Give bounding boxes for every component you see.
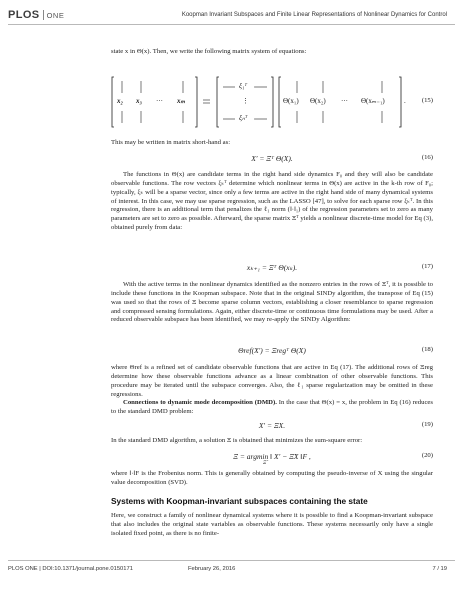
equation-19 [111,421,433,433]
equation-19-expr: X′ = ΞX. [258,421,286,430]
eq15-xm: xₘ [177,97,185,105]
equation-20-subscript: Ξ̃ [263,461,267,466]
eq15-dots: ··· [156,97,163,105]
eq15-xi1: ξ₁ᵀ [239,82,248,90]
equation-16-number: (16) [421,154,433,161]
footer-page-number: 7 / 19 [432,566,447,572]
running-title: Koopman Invariant Subspaces and Finite Linear Representations of Nonlinear Dynamics for Control [181,12,447,18]
footer-divider [8,560,455,561]
eq15-x2: x₂ [117,97,123,105]
equation-20-number: (20) [421,452,433,459]
section-title: Systems with Koopman-invariant subspaces containing the state [111,496,368,506]
header-divider [8,24,455,25]
paragraph-construction: Here, we construct a family of nonlinear dynamical systems where it is possible to find a Koopman-invariant subspace that also includes the original state variables as observable functions. These systems necessarily only have a single isolated fixed point, as there is no finite- [111,512,433,537]
paragraph-active-terms: With the active terms in the nonlinear dynamics identified as the nonzero entries in the rows of Ξᵀ, it is possible to include these functions in the Koopman subspace. Note that in the original SINDy algorithm, the transpose of Eq (15) was used so that the rows of Ξ become sparse column vectors, establishing a closer resemblance to sparse regression and compressed sensing formulations. Again, either discrete-time or continuous time formulations may be used. After a reduced observable subspace has been identified, we may re-apply the SINDy Algorithm: [111,281,433,324]
equation-17-number: (17) [421,263,433,270]
paragraph-frobenius: where ‖·‖F is the Frobenius norm. This is generally obtained by computing the pseudo-inverse of X using the singular value decomposition (SVD). [111,470,433,486]
equation-19-number: (19) [421,421,433,428]
page-header [0,0,463,30]
logo-separator [43,10,44,20]
eq15-xin: ξₙᵀ [239,114,248,122]
equation-18-number: (18) [421,346,433,353]
equation-17-expr: xₖ₊₁ = Ξᵀ Θ(xₖ). [246,263,298,272]
equation-20-expr: Ξ = argmin ‖ X′ − Ξ̃X ‖F , [233,452,311,461]
footer-date: February 26, 2016 [188,566,236,572]
equation-17 [111,263,433,275]
equation-20 [111,452,433,468]
paragraph-refined-set: where Θref is a refined set of candidate observable functions that are active in Eq (17). The additional rows of Ξreg determine how these observable functions advance as a linear combination of other observable functions. This procedure may be iterated until the subspace converges. Also, the ℓ₁ sparse regularization may be omitted in these regressions. [111,364,433,398]
eq15-period: . [404,97,406,105]
paragraph-shorthand: This may be written in matrix short-hand as: [111,139,231,146]
equation-16 [111,154,433,166]
equation-15 [111,73,433,131]
equation-18-expr: Θref(X′) = Ξregᵀ Θ(X) [238,346,306,355]
paragraph-dmd-connection [111,399,433,417]
paragraph-candidate-functions: The functions in Θ(x) are candidate terms in the right hand side dynamics F₀ and they will also be candidate observable functions. The row vectors ξₖᵀ determine which nonlinear terms in Θ(x) are active in the k-th row of F₀; typically, ξₖ will be a sparse vector, since only a few terms are active in the right hand side of many dynamical systems of interest. In this case, we may use sparse regression, such as the LASSO [47], to solve for each sparse row ξₖᵀ. In this regression, there is an additional term that penalizes the ℓ₁ norm (‖·‖₁) of the regression parameters set to zero as many parameters are set to zero as possible. Afterward, the sparse matrix Ξᵀ yields a nonlinear discrete-time model for Eq (3), obtained purely from data: [111,171,433,232]
eq15-x3: x₃ [136,97,142,105]
eq15-number: (15) [421,97,433,104]
equation-16-expr: X′ = Ξᵀ Θ(X). [251,154,293,163]
equation-18 [111,346,433,358]
paragraph-intro: state x in Θ(x). Then, we write the following matrix system of equations: [111,48,307,55]
eq15-theta2: Θ(x₂) [310,97,326,105]
dmd-connection-heading: Connections to dynamic mode decomposition (DMD). [123,399,277,406]
paragraph-dmd-solution: In the standard DMD algorithm, a solution Ξ is obtained that minimizes the sum-square error: [111,437,363,444]
dmd-connection-text: In the case that Θ(x) = x, the problem in Eq (16) reduces to the standard DMD problem: [111,399,433,415]
eq15-theta-dots: ··· [341,97,348,105]
eq15-theta1: Θ(x₁) [283,97,299,105]
plos-one-logo [8,9,64,21]
footer-citation: PLOS ONE | DOI:10.1371/journal.pone.0150171 [8,566,133,572]
eq15-vdots: ⋮ [242,97,249,105]
logo-sub: ONE [46,10,65,20]
eq15-thetam: Θ(xₘ₋₁) [361,97,385,105]
logo-text: PLOS [8,9,40,21]
